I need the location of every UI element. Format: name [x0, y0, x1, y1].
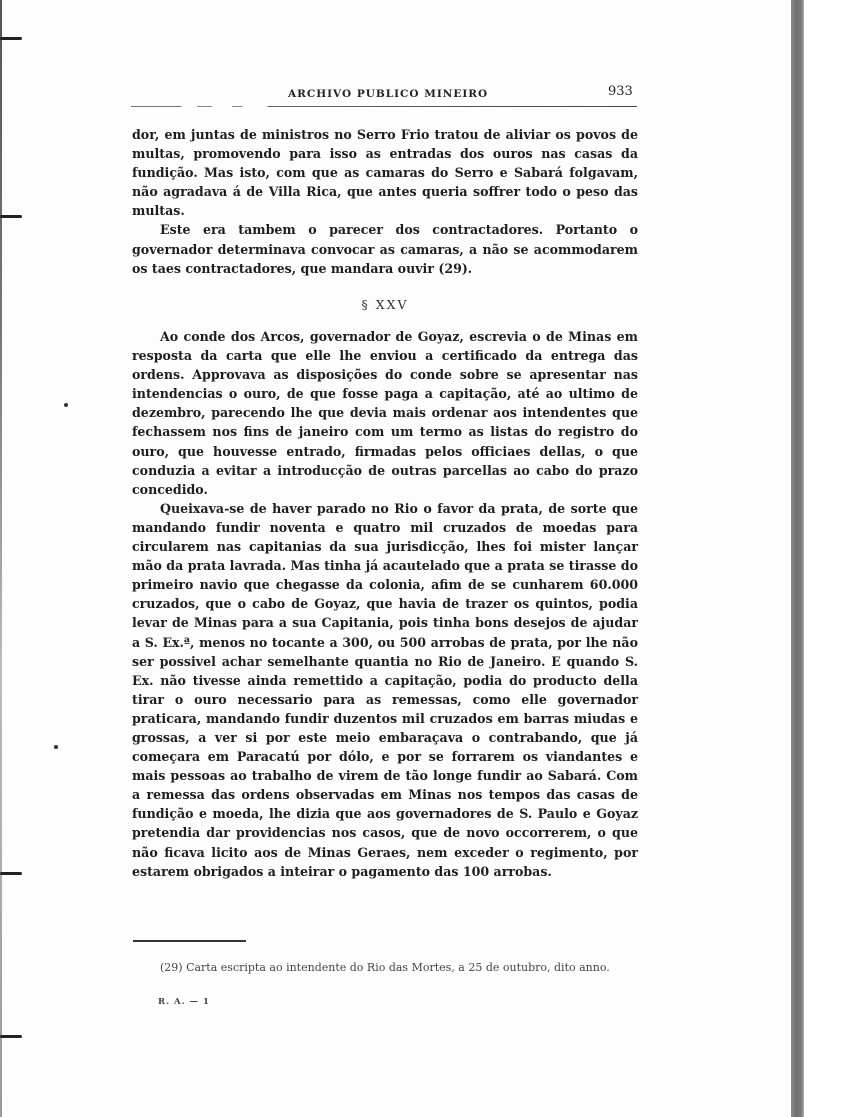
binding-edge	[0, 0, 2, 1117]
scan-speck	[54, 745, 58, 749]
text-block-top	[132, 125, 638, 278]
page-edge-shadow	[791, 0, 804, 1117]
paragraph: dor, em juntas de ministros no Serro Frio tratou de aliviar os povos de multas, promovendo para isso as entradas dos ouros nas casas da fundição. Mas isto, com que as camaras do Serro e Sabará folgavam, não agradava á de Villa Rica, que antes queria soffrer todo o peso das multas.	[132, 127, 638, 219]
binding-mark	[0, 37, 22, 40]
page-number: 933	[608, 84, 633, 99]
text-block-main	[132, 327, 638, 881]
scan-speck	[64, 403, 68, 407]
footnote	[132, 960, 638, 976]
printer-signature: R. A. — 1	[158, 997, 210, 1007]
page-margin	[804, 0, 847, 1117]
binding-mark	[0, 1035, 22, 1038]
binding-mark	[0, 872, 22, 875]
binding-mark	[0, 215, 22, 218]
paragraph: Este era tambem o parecer dos contractadores. Portanto o governador determinava convocar as camaras, a não se acommodarem os taes contractadores, que mandara ouvir (29).	[132, 222, 638, 276]
section-heading: § XXV	[361, 297, 409, 312]
paragraph: Queixava-se de haver parado no Rio o favor da prata, de sorte que mandando fundir noventa e quatro mil cruzados de moedas para circularem nas capitanias da sua jurisdicção, lhes foi mister lançar mão da prata lavrada. Mas tinha já acautelado que a prata se tirasse do primeiro navio que chegasse da colonia, afim de se cunharem 60.000 cruzados, que o cabo de Goyaz, que havia de trazer os quintos, podia levar de Minas para a sua Capitania, pois tinha bons desejos de ajudar a S. Ex.ª, menos no tocante a 300, ou 500 arrobas de prata, por lhe não ser possivel achar semelhante quantia no Rio de Janeiro. E quando S. Ex. não tivesse ainda remettido a capitação, podia do producto della tirar o ouro necessario para as remessas, como elle governador praticara, mandando fundir duzentos mil cruzados em barras miudas e grossas, a ver si por este meio embaraçava o contrabando, que já começara em Paracatú por dólo, e por se forrarem os viandantes e mais pessoas ao trabalho de virem de tão longe fundir ao Sabará. Com a remessa das ordens observadas em Minas nos tempos das casas de fundição e moeda, lhe dizia que aos governadores de S. Paulo e Goyaz pretendia dar providencias nos casos, que de novo occorrerem, o que não ficava licito aos de Minas Geraes, nem exceder o regimento, por estarem obrigados a inteirar o pagamento das 100 arrobas.	[132, 500, 638, 879]
paragraph: Ao conde dos Arcos, governador de Goyaz, escrevia o de Minas em resposta da carta que elle lhe enviou a certificado da entrega das ordens. Approvava as disposições do conde sobre se apresentar nas intendencias o ouro, de que fosse paga a capitação, até ao ultimo de dezembro, parecendo lhe que devia mais ordenar aos intendentes que fechassem nos fins de janeiro com um termo as listas do registro do ouro, que houvesse entrado, firmadas pelos officiaes dellas, o que conduzia a evitar a introducção de outras parcellas ao cabo do prazo concedido.	[132, 329, 638, 497]
footnote-rule	[133, 940, 246, 942]
footnote-29: (29) Carta escripta ao intendente do Rio das Mortes, a 25 de outubro, dito anno.	[160, 961, 610, 974]
running-title: ARCHIVO PUBLICO MINEIRO	[288, 88, 489, 100]
header-rule	[131, 106, 637, 107]
